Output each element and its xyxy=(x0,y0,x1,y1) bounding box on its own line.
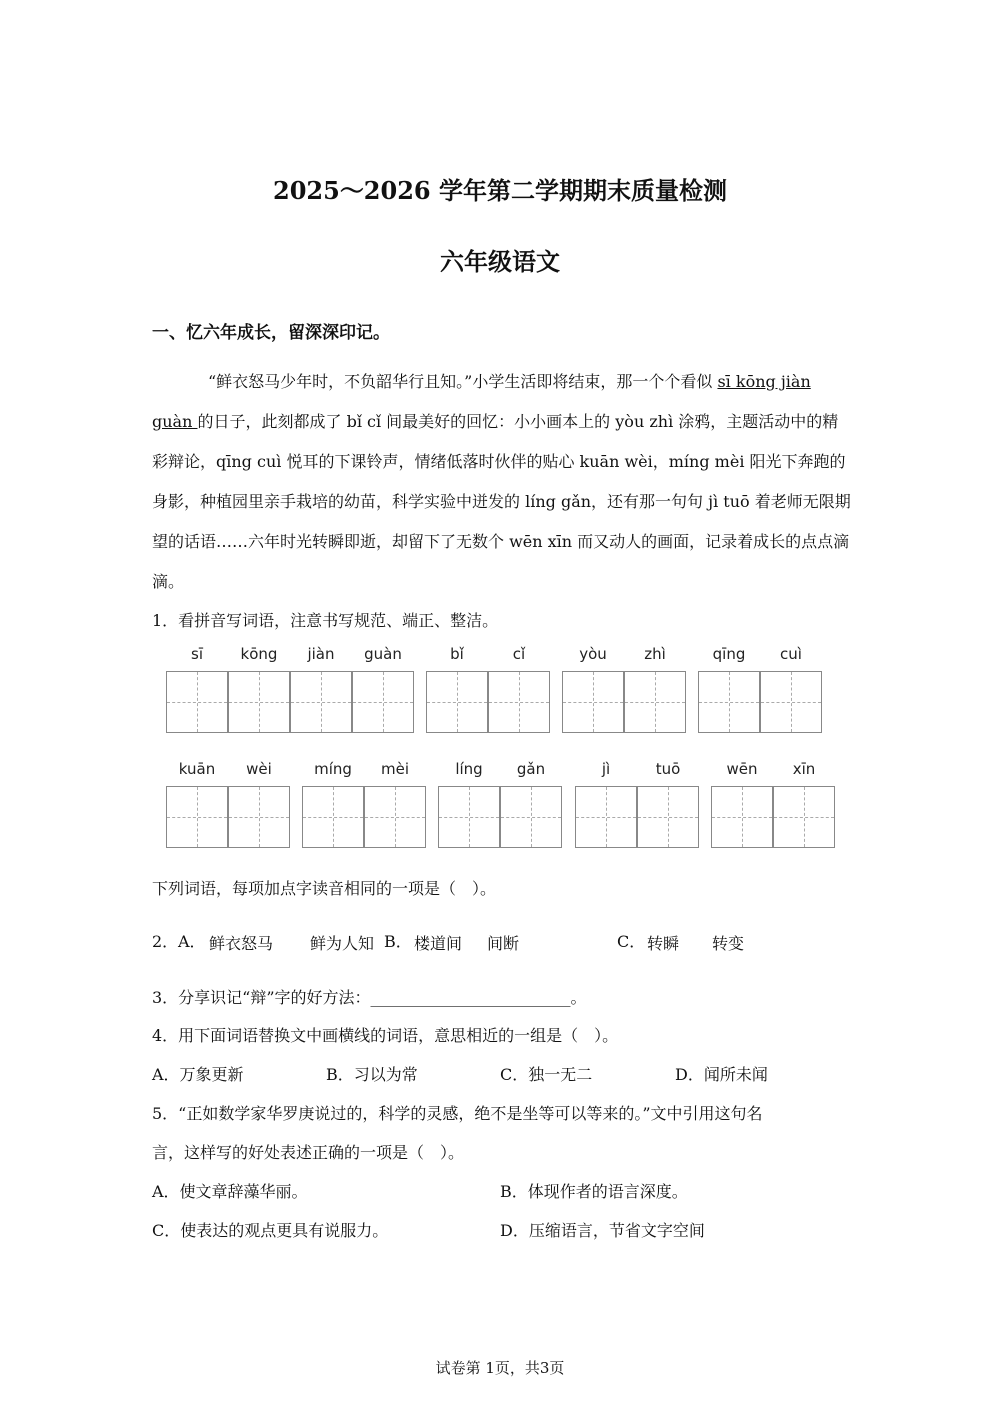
writing-box[interactable] xyxy=(426,671,488,733)
pinyin-label: kōng xyxy=(240,645,278,663)
option-a[interactable]: A．万象更新 xyxy=(152,1065,244,1084)
pinyin-label: qīng xyxy=(712,645,746,663)
question-3: 3．分享识记“辩”字的好方法：_________________________。 xyxy=(152,988,587,1007)
writing-box[interactable] xyxy=(166,786,228,848)
question-2-intro: 下列词语，每项加点字读音相同的一项是（ ）。 xyxy=(152,879,497,898)
option-label-b: B． xyxy=(384,932,412,951)
option-b-word-2: 间断 xyxy=(487,934,520,953)
writing-box[interactable] xyxy=(773,786,835,848)
option-label-a: A． xyxy=(178,932,206,951)
passage-text-1: “鲜衣怒马少年时，不负韶华行且知。”小学生活即将结束，那一个个看似 xyxy=(208,372,718,391)
pinyin-label: mèi xyxy=(380,760,409,778)
writing-box[interactable] xyxy=(228,786,290,848)
option-c-word-1: 转瞬 xyxy=(647,934,680,953)
question-5-options-row-1 xyxy=(0,1179,1000,1203)
pinyin-label: jì xyxy=(601,760,611,778)
writing-box[interactable] xyxy=(364,786,426,848)
writing-box[interactable] xyxy=(760,671,822,733)
option-a[interactable]: A．使文章辞藻华丽。 xyxy=(152,1182,308,1201)
option-b[interactable]: B．习以为常 xyxy=(326,1065,418,1084)
writing-box[interactable] xyxy=(438,786,500,848)
exam-title: 2025～2026 学年第二学期期末质量检测 xyxy=(273,176,727,205)
pinyin-label: bǐ xyxy=(450,645,464,663)
question-5-line-2: 言，这样写的好处表述正确的一项是（ ）。 xyxy=(152,1143,465,1162)
writing-box[interactable] xyxy=(228,671,290,733)
option-b-word-1: 楼道间 xyxy=(414,934,463,953)
option-d[interactable]: D．压缩语言，节省文字空间 xyxy=(500,1221,705,1240)
question-1: 1．看拼音写词语，注意书写规范、端正、整洁。 xyxy=(152,611,499,630)
writing-box[interactable] xyxy=(698,671,760,733)
pinyin-label: wēn xyxy=(726,760,758,778)
pinyin-label: wèi xyxy=(246,760,272,778)
pinyin-label: sī xyxy=(191,645,203,663)
question-4: 4．用下面词语替换文中画横线的词语，意思相近的一组是（ ）。 xyxy=(152,1026,619,1045)
option-a-word-1: 鲜衣怒马 xyxy=(209,934,274,953)
writing-box[interactable] xyxy=(166,671,228,733)
question-number: 2． xyxy=(152,932,179,951)
option-b[interactable]: B．体现作者的语言深度。 xyxy=(500,1182,688,1201)
writing-box[interactable] xyxy=(562,671,624,733)
question-5-options-row-2 xyxy=(0,1218,1000,1242)
writing-box[interactable] xyxy=(575,786,637,848)
section-heading: 一、忆六年成长，留深深印记。 xyxy=(152,323,390,343)
passage xyxy=(152,362,852,602)
writing-box[interactable] xyxy=(711,786,773,848)
pinyin-label: kuān xyxy=(178,760,216,778)
writing-box[interactable] xyxy=(624,671,686,733)
writing-box[interactable] xyxy=(352,671,414,733)
pinyin-label: míng xyxy=(314,760,352,778)
pinyin-label: jiàn xyxy=(307,645,335,663)
writing-box[interactable] xyxy=(302,786,364,848)
option-label-c: C． xyxy=(617,932,646,951)
pinyin-label: xīn xyxy=(792,760,816,778)
pinyin-label: guàn xyxy=(364,645,402,663)
writing-box[interactable] xyxy=(290,671,352,733)
pinyin-label: zhì xyxy=(644,645,666,663)
pinyin-label: líng xyxy=(455,760,483,778)
question-5-line-1: 5．“正如数学家华罗庚说过的，科学的灵感，绝不是坐等可以等来的。”文中引用这句名 xyxy=(152,1104,763,1123)
pinyin-label: tuō xyxy=(655,760,681,778)
page-footer: 试卷第 1页，共3页 xyxy=(435,1359,565,1377)
writing-box[interactable] xyxy=(488,671,550,733)
pinyin-label: cuì xyxy=(780,645,802,663)
question-2 xyxy=(0,929,1000,953)
option-a-word-2: 鲜为人知 xyxy=(310,934,375,953)
writing-box[interactable] xyxy=(637,786,699,848)
passage-underlined-pinyin: sī kōng jiàn guàn xyxy=(152,372,811,431)
question-4-options xyxy=(0,1062,1000,1086)
option-c-word-2: 转变 xyxy=(712,934,745,953)
pinyin-label: yòu xyxy=(579,645,607,663)
option-c[interactable]: C．独一无二 xyxy=(500,1065,593,1084)
pinyin-label: gǎn xyxy=(516,760,546,778)
exam-subtitle: 六年级语文 xyxy=(440,247,560,276)
option-d[interactable]: D．闻所未闻 xyxy=(675,1065,768,1084)
passage-text-2: 的日子，此刻都成了 bǐ cǐ 间最美好的回忆：小小画本上的 yòu zhì 涂鸦，主题活动中的精彩辩论，qīng cuì 悦耳的下课铃声，情绪低落时伙伴的贴心 kuān wèi，míng mèi 阳光下奔跑的身影，种植园里亲手栽培的幼苗，科学实验中迸发的 líng gǎn，还有那一句句 jì tuō 着老师无限期望的话语……六年时光转瞬即逝，却留下了无数个 wēn xīn 而又动人的画面，记录着成长的点点滴滴。 xyxy=(152,412,851,591)
option-c[interactable]: C．使表达的观点更具有说服力。 xyxy=(152,1221,389,1240)
writing-box[interactable] xyxy=(500,786,562,848)
pinyin-label: cǐ xyxy=(512,645,526,663)
